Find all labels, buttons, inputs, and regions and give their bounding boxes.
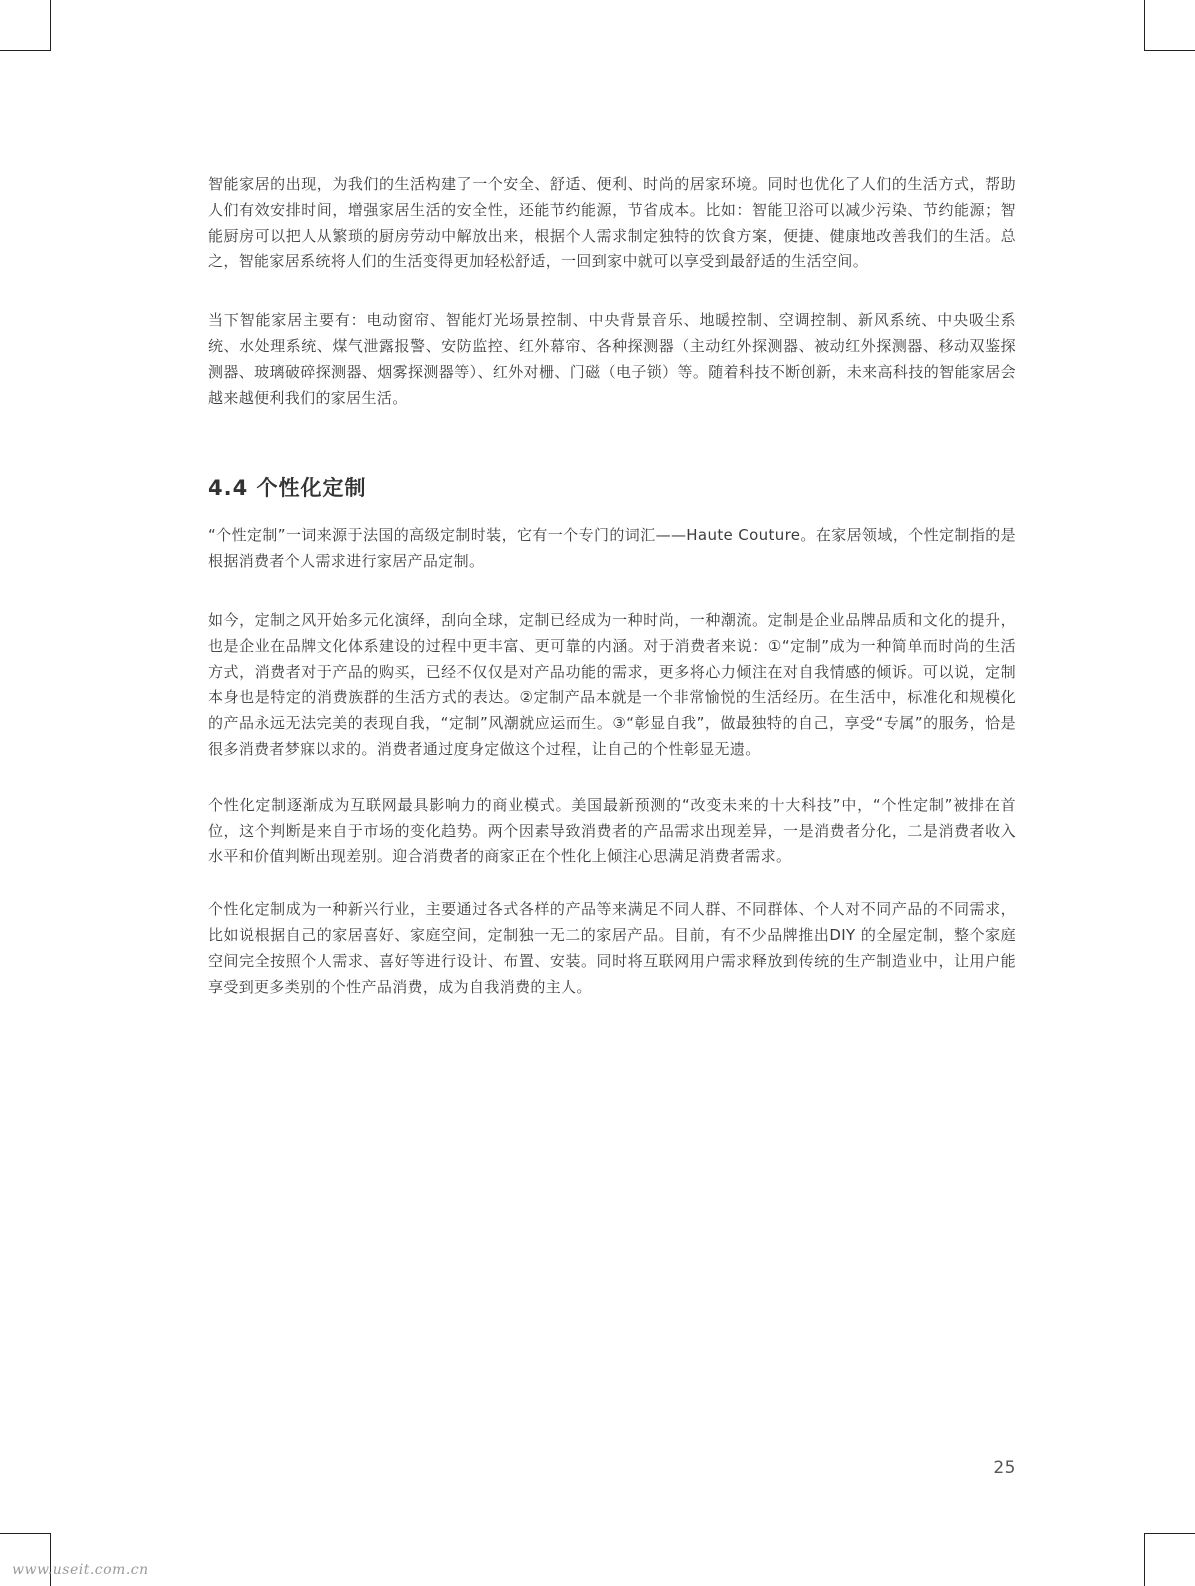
paragraph-customization-trend: 如今，定制之风开始多元化演绎，刮向全球，定制已经成为一种时尚，一种潮流。定制是企业品牌品质和文化的提升，也是企业在品牌文化体系建设的过程中更丰富、更可靠的内涵。对于消费者来说：①“定制”成为一种简单而时尚的生活方式，消费者对于产品的购买，已经不仅仅是对产品功能的需求，更多将心力倾注在对自我情感的倾诉。可以说，定制本身也是特定的消费族群的生活方式的表达。②定制产品本就是一个非常愉悦的生活经历。在生活中，标准化和规模化的产品永远无法完美的表现自我，“定制”风潮就应运而生。③“彰显自我”，做最独特的自己，享受“专属”的服务，恰是很多消费者梦寐以求的。消费者通过度身定做这个过程，让自己的个性彰显无遗。 (208, 610, 1016, 758)
page-number: 25 (993, 1458, 1016, 1478)
crop-mark-top-left (0, 0, 51, 51)
paragraph-customization-business-model: 个性化定制逐渐成为互联网最具影响力的商业模式。美国最新预测的“改变未来的十大科技”中，“个性定制”被排在首位，这个判断是来自于市场的变化趋势。两个因素导致消费者的产品需求出现差异，一是消费者分化，二是消费者收入水平和价值判断出现差别。迎合消费者的商家正在个性化上倾注心思满足消费者需求。 (208, 795, 1016, 866)
paragraph-customization-origin: “个性定制”一词来源于法国的高级定制时装，它有一个专门的词汇——Haute Couture。在家居领域，个性定制指的是根据消费者个人需求进行家居产品定制。 (208, 526, 1016, 571)
paragraph-smart-home-benefits: 智能家居的出现，为我们的生活构建了一个安全、舒适、便利、时尚的居家环境。同时也优化了人们的生活方式，帮助人们有效安排时间，增强家居生活的安全性，还能节约能源，节省成本。比如：智能卫浴可以减少污染、节约能源；智能厨房可以把人从繁琐的厨房劳动中解放出来，根据个人需求制定独特的饮食方案，便捷、健康地改善我们的生活。总之，智能家居系统将人们的生活变得更加轻松舒适，一回到家中就可以享受到最舒适的生活空间。 (208, 175, 1016, 271)
watermark: www.useit.com.cn (12, 1562, 149, 1578)
crop-mark-bottom-right (1144, 1533, 1195, 1586)
crop-mark-top-right (1144, 0, 1195, 51)
page-content (208, 172, 1016, 1000)
section-heading: 4.4 个性化定制 (208, 476, 367, 501)
paragraph-smart-home-features: 当下智能家居主要有：电动窗帘、智能灯光场景控制、中央背景音乐、地暖控制、空调控制、新风系统、中央吸尘系统、水处理系统、煤气泄露报警、安防监控、红外幕帘、各种探测器（主动红外探测器、被动红外探测器、移动双鉴探测器、玻璃破碎探测器、烟雾探测器等）、红外对栅、门磁（电子锁）等。随着科技不断创新，未来高科技的智能家居会越来越便利我们的家居生活。 (208, 311, 1016, 407)
paragraph-customization-industry: 个性化定制成为一种新兴行业，主要通过各式各样的产品等来满足不同人群、不同群体、个人对不同产品的不同需求，比如说根据自己的家居喜好、家庭空间，定制独一无二的家居产品。目前，有不少品牌推出DIY 的全屋定制，整个家庭空间完全按照个人需求、喜好等进行设计、布置、安装。同时将互联网用户需求释放到传统的生产制造业中，让用户能享受到更多类别的个性产品消费，成为自我消费的主人。 (208, 900, 1016, 996)
crop-mark-bottom-left (0, 1533, 51, 1586)
